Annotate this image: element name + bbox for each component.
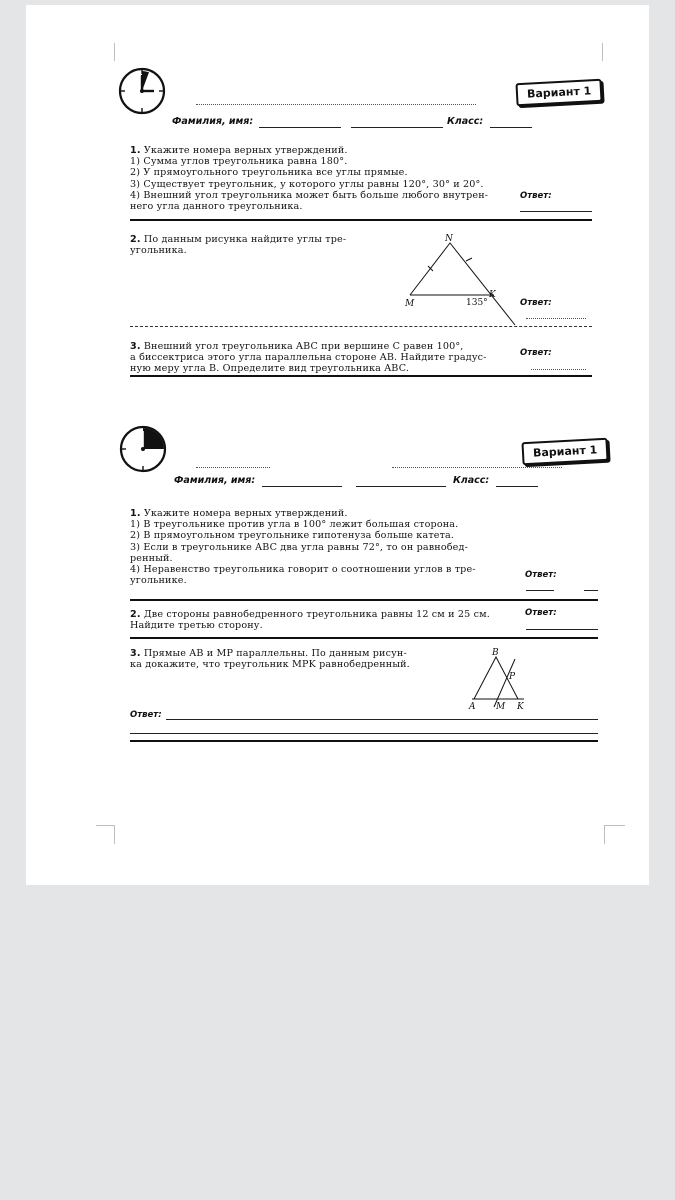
class-label: Класс: bbox=[453, 475, 490, 486]
point-b-label: B bbox=[492, 648, 499, 658]
answer-label: Ответ: bbox=[525, 570, 557, 580]
variant-badge: Вариант 1 bbox=[515, 79, 602, 106]
crop-mark-bottom-left bbox=[96, 825, 115, 844]
answer-field[interactable] bbox=[526, 590, 554, 591]
answer-field-continued[interactable] bbox=[584, 590, 598, 591]
name-label: Фамилия, имя: bbox=[174, 475, 256, 486]
statement-line: 4) Внешний угол треугольника может быть больше любого внутрен- bbox=[130, 189, 489, 201]
answer-label: Ответ: bbox=[520, 348, 552, 358]
question-text: ка докажите, что треугольник MPK равнобедренный. bbox=[130, 659, 410, 671]
answer-label: Ответ: bbox=[520, 298, 552, 308]
name-field-continued[interactable] bbox=[356, 486, 446, 487]
variant-badge: Вариант 1 bbox=[521, 438, 608, 465]
name-label: Фамилия, имя: bbox=[172, 116, 254, 127]
header-decor-line bbox=[392, 467, 562, 468]
section-divider bbox=[130, 637, 598, 639]
statement-line: него угла данного треугольника. bbox=[130, 201, 303, 213]
statement-line: угольнике. bbox=[130, 575, 187, 587]
statement-line: ренный. bbox=[130, 552, 173, 564]
question-number: 1. bbox=[130, 145, 141, 156]
question-text: Найдите третью сторону. bbox=[130, 620, 263, 632]
statement-line: 1) Сумма углов треугольника равна 180°. bbox=[130, 156, 348, 168]
angle-label: 135° bbox=[466, 298, 488, 308]
section-divider bbox=[130, 599, 598, 601]
clock-icon bbox=[119, 425, 167, 473]
statement-line: 4) Неравенство треугольника говорит о соотношении углов в тре- bbox=[130, 564, 476, 576]
question-prompt: Укажите номера верных утверждений. bbox=[143, 508, 348, 519]
point-m-label: M bbox=[496, 702, 506, 712]
triangle-figure bbox=[466, 645, 536, 713]
vertex-k-label: K bbox=[489, 290, 496, 300]
header-decor-line bbox=[196, 467, 270, 468]
point-k-label: K bbox=[517, 702, 524, 712]
vertex-m-label: M bbox=[405, 299, 415, 309]
section-divider bbox=[130, 740, 598, 742]
crop-mark-bottom-right bbox=[604, 825, 625, 844]
answer-field[interactable] bbox=[166, 719, 598, 720]
name-field[interactable] bbox=[262, 486, 342, 487]
question-number: 1. bbox=[130, 508, 141, 519]
statement-line: 3) Если в треугольнике ABC два угла равны 72°, то он равнобед- bbox=[130, 541, 468, 553]
question-2: 2. По данным рисунка найдите углы тре- угольника. bbox=[130, 234, 347, 257]
answer-label: Ответ: bbox=[525, 608, 557, 618]
statement-line: 2) В прямоугольном треугольнике гипотенуза больше катета. bbox=[130, 530, 455, 542]
question-number: 2. bbox=[130, 234, 141, 245]
question-text: угольника. bbox=[130, 245, 187, 257]
question-prompt: Укажите номера верных утверждений. bbox=[143, 145, 348, 156]
question-text: а биссектриса этого угла параллельна стороне AB. Найдите градус- bbox=[130, 352, 487, 364]
worksheet-2 bbox=[26, 5, 649, 765]
question-number: 2. bbox=[130, 609, 141, 620]
answer-field[interactable] bbox=[526, 629, 598, 630]
question-number: 3. bbox=[130, 648, 141, 659]
point-p-label: P bbox=[509, 672, 516, 682]
point-a-label: A bbox=[469, 702, 476, 712]
question-number: 3. bbox=[130, 341, 141, 352]
question-text: ную меру угла B. Определите вид треугольника ABC. bbox=[130, 363, 410, 375]
question-1 bbox=[130, 508, 476, 586]
answer-label: Ответ: bbox=[520, 191, 552, 201]
class-field[interactable] bbox=[496, 486, 538, 487]
statement-line: 2) У прямоугольного треугольника все углы прямые. bbox=[130, 167, 408, 179]
answer-label: Ответ: bbox=[130, 710, 162, 720]
answer-field-line-2[interactable] bbox=[130, 733, 598, 734]
statement-line: 1) В треугольнике против угла в 100° лежит большая сторона. bbox=[130, 519, 459, 531]
document-page bbox=[26, 5, 649, 885]
statement-line: 3) Существует треугольник, у которого углы равны 120°, 30° и 20°. bbox=[130, 178, 484, 190]
question-3: 3. Внешний угол треугольника ABC при вершине C равен 100°, а биссектриса этого угла параллельна стороне AB. Найдите градус- ную меру угла B. Определите вид треугольника ABC. bbox=[130, 341, 487, 375]
class-label: Класс: bbox=[447, 116, 484, 127]
vertex-n-label: N bbox=[445, 234, 453, 244]
question-3: 3. Прямые AB и MP параллельны. По данным рисун- ка докажите, что треугольник MPK равнобедренный. bbox=[130, 648, 410, 671]
question-2: 2. Две стороны равнобедренного треугольника равны 12 см и 25 см. Найдите третью сторону. bbox=[130, 609, 490, 632]
